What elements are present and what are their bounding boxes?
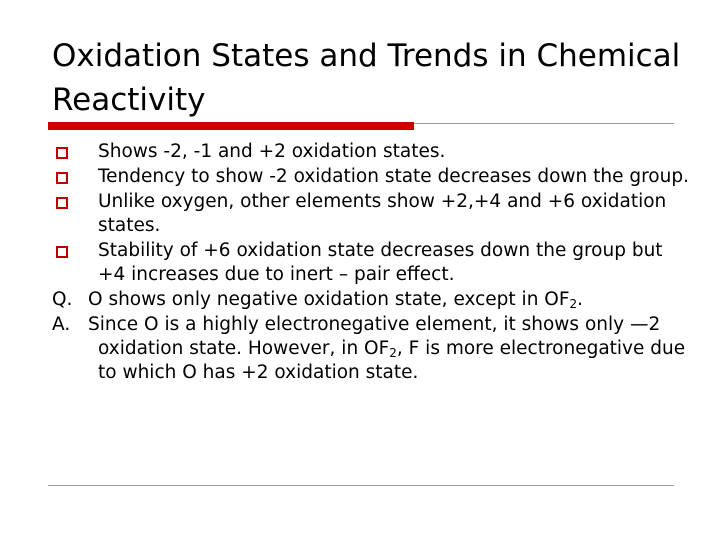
question-text: O shows only negative oxidation state, except in OF — [88, 289, 570, 310]
hollow-square-bullet-icon — [56, 197, 68, 209]
bullet-text: Stability of +6 oxidation state decreases down the group but +4 increases due to inert – pair effect. — [98, 240, 663, 285]
hollow-square-bullet-icon — [56, 246, 68, 258]
bullet-item — [52, 140, 692, 164]
question-subscript: 2 — [569, 297, 578, 311]
bullet-text: Unlike oxygen, other elements show +2,+4 and +6 oxidation states. — [98, 191, 667, 236]
question-item — [52, 288, 692, 312]
hollow-square-bullet-icon — [56, 172, 68, 184]
question-tail: . — [577, 289, 584, 310]
footer-divider — [48, 485, 674, 486]
answer-subscript: 2 — [389, 346, 397, 360]
bullet-item — [52, 190, 692, 238]
answer-text-cont: , F is more electronegative due to which O has +2 oxidation state. — [98, 338, 686, 383]
answer-item — [52, 313, 692, 385]
title-accent-bar — [48, 122, 414, 130]
bullet-text: Shows -2, -1 and +2 oxidation states. — [98, 141, 446, 162]
bullet-text: Tendency to show -2 oxidation state decreases down the group. — [98, 166, 689, 187]
hollow-square-bullet-icon — [56, 147, 68, 159]
content-list — [52, 140, 692, 386]
bullet-item — [52, 165, 692, 189]
answer-text: Since O is a highly electronegative element, it shows only —2 oxidation state. However, in OF — [88, 314, 661, 359]
answer-label: A. — [52, 314, 71, 335]
question-label: Q. — [52, 289, 73, 310]
slide-title: Oxidation States and Trends in Chemical Reactivity — [52, 38, 681, 118]
bullet-item — [52, 239, 692, 287]
